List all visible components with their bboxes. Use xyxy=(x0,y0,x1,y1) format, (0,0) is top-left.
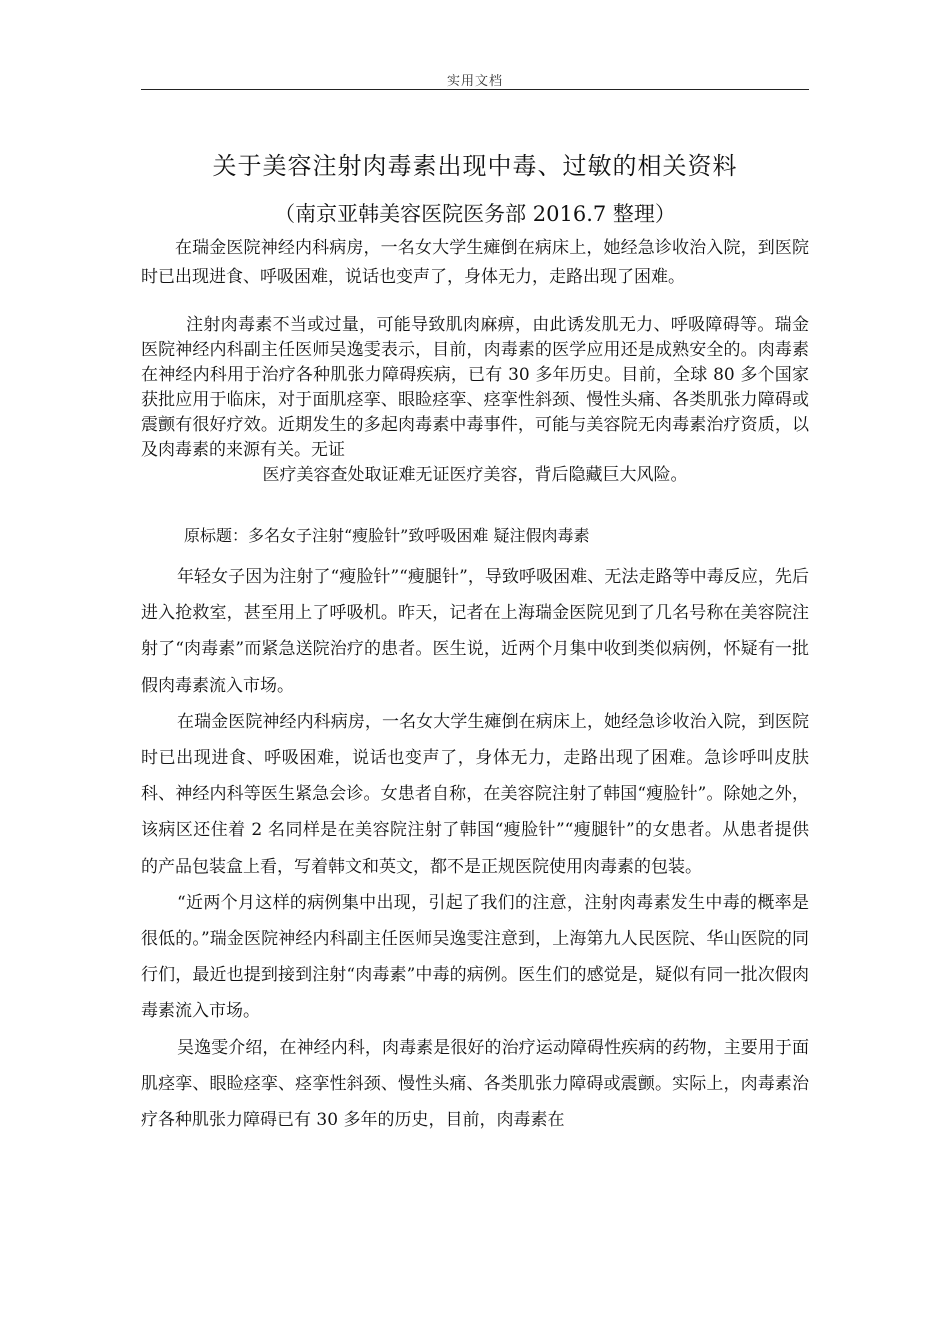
article-paragraph: “近两个月这样的病例集中出现，引起了我们的注意，注射肉毒素发生中毒的概率是很低的。”瑞金医院神经内科副主任医师吴逸雯注意到，上海第九人民医院、华山医院的同行们，最近也提到接到注射“肉毒素”中毒的病例。医生们的感觉是，疑似有同一批次假肉毒素流入市场。 xyxy=(141,892,809,1022)
article-body xyxy=(141,559,809,1138)
summary-paragraph: 注射肉毒素不当或过量，可能导致肌肉麻痹，由此诱发肌无力、呼吸障碍等。瑞金医院神经内科副主任医师吴逸雯表示，目前，肉毒素的医学应用还是成熟安全的。肉毒素在神经内科用于治疗各种肌张力障碍疾病，已有 30 多年历史。目前，全球 80 多个国家获批应用于临床，对于面肌痉挛、眼睑痉挛、痉挛性斜颈、慢性头痛、各类肌张力障碍或震颤有很好疗效。近期发生的多起肉毒素中毒事件，可能与美容院无肉毒素治疗资质，以及肉毒素的来源有关。无证 xyxy=(141,315,809,460)
summary-block xyxy=(141,313,809,488)
article-paragraph: 在瑞金医院神经内科病房，一名女大学生瘫倒在病床上，她经急诊收治入院，到医院时已出现进食、呼吸困难，说话也变声了，身体无力，走路出现了困难。急诊呼叫皮肤科、神经内科等医生紧急会诊。女患者自称，在美容院注射了韩国“瘦脸针”。除她之外，该病区还住着 2 名同样是在美容院注射了韩国“瘦脸针”“瘦腿针”的女患者。从患者提供的产品包装盒上看，写着韩文和英文，都不是正规医院使用肉毒素的包装。 xyxy=(141,711,809,877)
page-header: 实用文档 xyxy=(446,74,503,89)
article-paragraph: 吴逸雯介绍，在神经内科，肉毒素是很好的治疗运动障碍性疾病的药物，主要用于面肌痉挛、眼睑痉挛、痉挛性斜颈、慢性头痛、各类肌张力障碍或震颤。实际上，肉毒素治疗各种肌张力障碍已有 30 多年的历史，目前，肉毒素在 xyxy=(141,1037,809,1131)
intro-paragraph: 在瑞金医院神经内科病房，一名女大学生瘫倒在病床上，她经急诊收治入院，到医院时已出现进食、呼吸困难，说话也变声了，身体无力，走路出现了困难。 xyxy=(141,238,809,287)
summary-last-line: 医疗美容查处取证难无证医疗美容，背后隐藏巨大风险。 xyxy=(262,465,688,485)
header-divider xyxy=(141,89,809,90)
original-title: 原标题：多名女子注射“瘦脸针”致呼吸困难 疑注假肉毒素 xyxy=(184,526,590,545)
document-title: 关于美容注射肉毒素出现中毒、过敏的相关资料 xyxy=(212,152,738,180)
document-subtitle: （南京亚韩美容医院医务部 2016.7 整理） xyxy=(274,202,676,226)
article-paragraph: 年轻女子因为注射了“瘦脸针”“瘦腿针”，导致呼吸困难、无法走路等中毒反应，先后进入抢救室，甚至用上了呼吸机。昨天，记者在上海瑞金医院见到了几名号称在美容院注射了“肉毒素”而紧急送院治疗的患者。医生说，近两个月集中收到类似病例，怀疑有一批假肉毒素流入市场。 xyxy=(141,567,809,696)
